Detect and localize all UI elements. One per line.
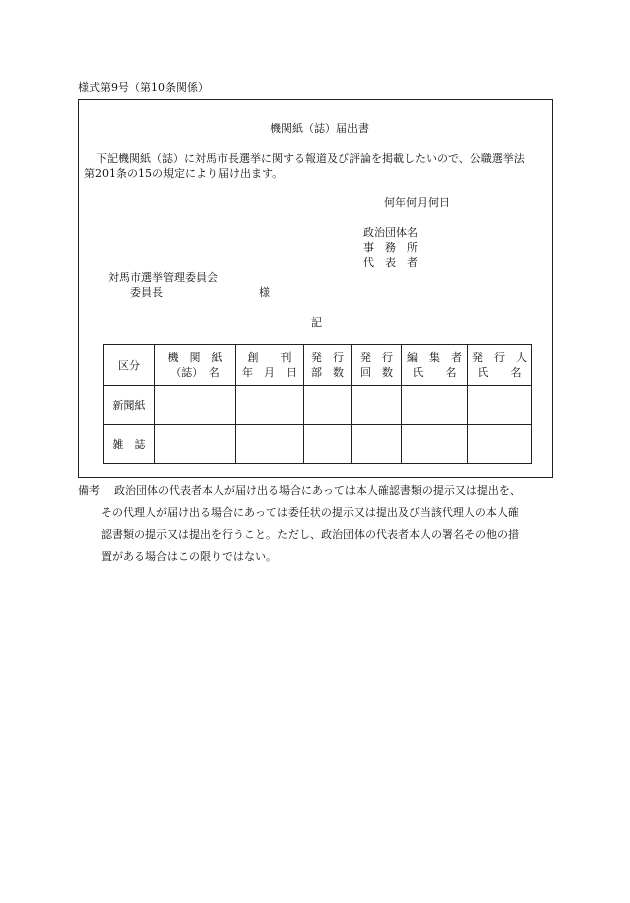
body-text-line-1: 下記機関紙（誌）に対馬市長選挙に関する報道及び評論を掲載したいので、公職選挙法 — [96, 152, 525, 165]
remarks-label: 備考 — [78, 484, 100, 497]
remarks-line-1: 政治団体の代表者本人が届け出る場合にあっては本人確認書類の提示又は提出を、 — [114, 484, 521, 497]
election-committee-name: 対馬市選挙管理委員会 — [108, 271, 218, 284]
table-header-row — [104, 345, 532, 386]
representative-label: 代 表 者 — [363, 256, 418, 269]
committee-chair-label: 委員長 — [130, 286, 163, 299]
header-publisher-name: 発 行 人 氏 名 — [468, 345, 532, 386]
table-cell[interactable] — [402, 386, 468, 425]
table-cell[interactable] — [468, 386, 532, 425]
table-cell[interactable] — [402, 425, 468, 464]
political-org-name-label: 政治団体名 — [363, 226, 418, 239]
remarks-line-2: その代理人が届け出る場合にあっては委任状の提示又は提出及び当該代理人の本人確 — [101, 506, 519, 519]
body-text-line-2: 第201条の15の規定により届け出ます。 — [84, 167, 284, 180]
filing-date: 何年何月何日 — [384, 196, 450, 209]
form-number-label: 様式第9号（第10条関係） — [78, 81, 209, 94]
header-founding-date: 創 刊 年 月 日 — [236, 345, 304, 386]
honorific-sama: 様 — [259, 286, 270, 299]
header-circulation: 発 行 部 数 — [304, 345, 352, 386]
table-cell[interactable] — [352, 425, 402, 464]
table-cell[interactable] — [236, 425, 304, 464]
ki-marker: 記 — [311, 316, 322, 329]
row-label-newspaper: 新聞紙 — [104, 386, 155, 425]
header-publication-name: 機 関 紙 （誌） 名 — [155, 345, 236, 386]
publication-table — [103, 344, 532, 464]
header-issue-count: 発 行 回 数 — [352, 345, 402, 386]
row-label-magazine: 雑 誌 — [104, 425, 155, 464]
table-row — [104, 425, 532, 464]
remarks-line-3: 認書類の提示又は提出を行うこと。ただし、政治団体の代表者本人の署名その他の措 — [101, 528, 519, 541]
table-cell[interactable] — [352, 386, 402, 425]
header-editor-name: 編 集 者 氏 名 — [402, 345, 468, 386]
remarks-line-4: 置がある場合はこの限りではない。 — [101, 550, 277, 563]
table-cell[interactable] — [236, 386, 304, 425]
table-cell[interactable] — [304, 425, 352, 464]
office-label: 事 務 所 — [363, 241, 418, 254]
table-cell[interactable] — [304, 386, 352, 425]
table-row — [104, 386, 532, 425]
table-cell[interactable] — [155, 425, 236, 464]
form-title: 機関紙（誌）届出書 — [270, 122, 369, 135]
table-cell[interactable] — [468, 425, 532, 464]
header-category: 区分 — [104, 345, 155, 386]
table-cell[interactable] — [155, 386, 236, 425]
